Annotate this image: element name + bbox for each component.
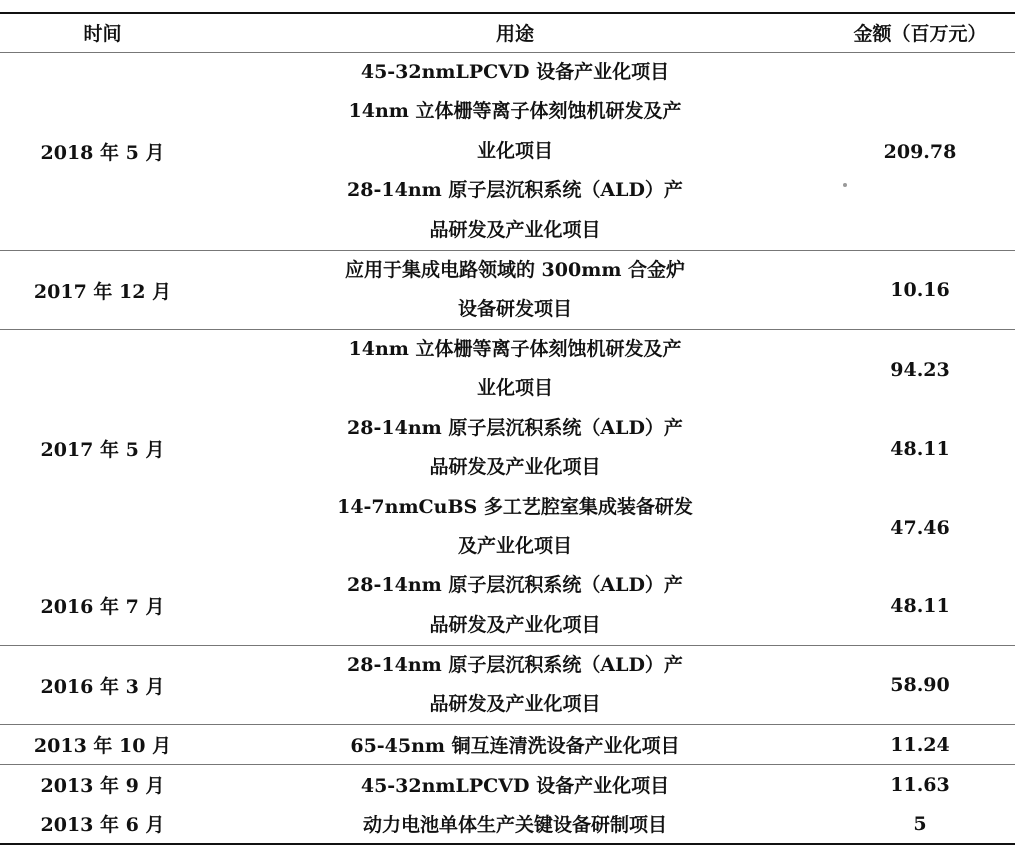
purpose-line: 品研发及产业化项目 [429,218,601,241]
time-cell: 2013 年 9 月 [40,775,165,797]
purpose-line: 及产业化项目 [457,535,572,557]
amount-cell: 94.23 [890,358,950,381]
purpose-line: 45-32nmLPCVD 设备产业化项目 [360,60,670,83]
purpose-cell [205,251,825,329]
time-cell: 2016 年 3 月 [40,675,165,698]
stray-dot [843,183,847,187]
time-cell: 2013 年 10 月 [33,735,172,757]
amount-cell: 209.78 [883,140,957,163]
purpose-line: 业化项目 [476,377,553,399]
amount-cell: 11.63 [890,773,950,796]
purpose-line: 应用于集成电路领域的 300mm 合金炉 [344,258,686,281]
amount-cell: 48.11 [890,594,950,617]
time-cell: 2017 年 5 月 [40,438,165,461]
purpose-line: 28-14nm 原子层沉积系统（ALD）产 [347,416,683,439]
purpose-cell: 65-45nm 铜互连清洗设备产业化项目 [350,735,680,757]
purpose-line: 品研发及产业化项目 [429,613,601,636]
time-cell: 2018 年 5 月 [40,142,165,164]
header-time: 时间 [83,23,122,45]
time-cell: 2017 年 12 月 [33,280,172,303]
purpose-line: 28-14nm 原子层沉积系统（ALD）产 [347,574,683,596]
purpose-cell [205,566,825,645]
purpose-line: 品研发及产业化项目 [429,456,601,478]
purpose-line: 业化项目 [476,139,553,162]
amount-cell: 48.11 [890,437,950,460]
purpose-line: 14nm 立体栅等离子体刻蚀机研发及产 [348,337,682,360]
purpose-cell [205,330,825,566]
table-bottom-rule [0,843,1015,845]
purpose-cell [205,53,825,250]
purpose-line: 28-14nm 原子层沉积系统（ALD）产 [347,179,683,202]
purpose-cell [205,646,825,724]
purpose-line: 14nm 立体栅等离子体刻蚀机研发及产 [348,100,682,123]
amount-cell: 47.46 [890,516,950,539]
time-cell: 2016 年 7 月 [40,596,165,618]
purpose-line: 28-14nm 原子层沉积系统（ALD）产 [347,653,683,676]
header-purpose: 用途 [495,23,534,45]
amount-cell: 11.24 [890,733,950,756]
amount-cell: 5 [913,812,927,835]
amount-cell: 58.90 [890,674,950,696]
purpose-line: 品研发及产业化项目 [429,693,601,715]
purpose-line: 14-7nmCuBS 多工艺腔室集成装备研发 [337,495,693,518]
purpose-cell: 45-32nmLPCVD 设备产业化项目 [360,775,670,797]
purpose-line: 设备研发项目 [457,298,572,320]
time-cell: 2013 年 6 月 [40,814,165,836]
header-amount: 金额（百万元） [853,23,987,45]
purpose-cell: 动力电池单体生产关键设备研制项目 [362,814,667,836]
amount-cell: 10.16 [890,279,950,301]
